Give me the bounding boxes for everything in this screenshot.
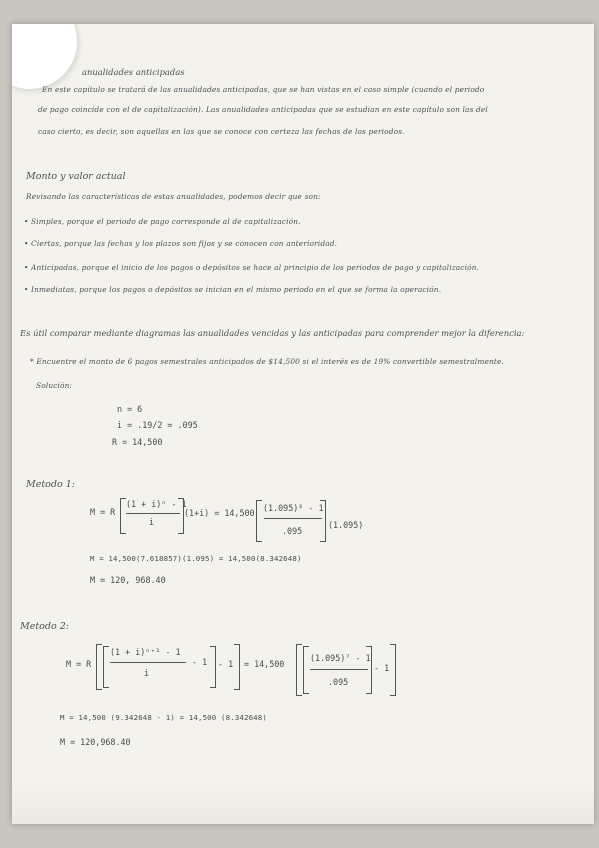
fraction-bar <box>126 513 180 514</box>
value-numerator: (1.095)⁶ - 1 <box>263 503 324 513</box>
intro-line-3: caso cierto, es decir, son aquellas en las que se conoce con certeza las fechas de los periodos. <box>38 127 405 136</box>
left-bracket <box>256 500 262 542</box>
fraction-bar <box>310 669 368 670</box>
minus-one: - 1 <box>374 663 390 673</box>
value-denominator: .095 <box>282 526 303 536</box>
bullet-dot-icon: • <box>24 285 32 294</box>
bullet-text: Simples, porque el periodo de pago corresponde al de capitalización. <box>31 217 301 226</box>
intro-line-1: En este capítulo se tratará de las anualidades anticipadas, que se han vistas en el caso simple (cuando el periodo <box>42 85 485 94</box>
given-r: R = 14,500 <box>112 437 163 447</box>
asterisk-icon: * <box>30 357 37 366</box>
notebook-page <box>12 24 594 824</box>
right-bracket <box>390 644 396 696</box>
fraction-bar <box>110 662 186 663</box>
left-bracket <box>296 644 302 696</box>
fraction-numerator: (1 + i)ⁿ - 1 <box>126 499 187 509</box>
left-bracket <box>103 646 109 688</box>
method-2-result-2: M = 120,968.40 <box>60 737 131 747</box>
right-bracket <box>320 500 326 542</box>
right-bracket <box>234 644 240 690</box>
right-bracket <box>210 646 216 688</box>
example-text: Encuentre el monto de 6 pagos semestrales anticipados de $14,500 si el interés es de 19% convertible semestralmente. <box>36 357 505 366</box>
given-i: i = .19/2 = .095 <box>117 420 198 430</box>
bullet-text: Anticipadas, porque el inicio de los pagos o depósitos se hace al principio de los periodos de pago y capitalización. <box>31 263 480 272</box>
formula-factor: (1+i) = 14,500 <box>184 508 255 518</box>
right-bracket <box>366 646 372 694</box>
given-n: n = 6 <box>117 404 143 414</box>
diagram-note: Es útil comparar mediante diagramas las anualidades vencidas y las anticipadas para comprender mejor la diferencia: <box>20 328 525 338</box>
method-2-label: Metodo 2: <box>20 621 69 632</box>
formula-tail: (1.095) <box>328 520 364 530</box>
bullet-item <box>24 264 479 271</box>
minus-one: - 1 <box>218 659 234 669</box>
left-bracket <box>96 644 102 690</box>
intro-line-2: de pago coincide con el de capitalización). Las anualidades anticipadas que se estudian en este capítulo son las del <box>38 105 488 114</box>
formula-lhs: M = R <box>90 507 116 517</box>
bullet-dot-icon: • <box>24 217 32 226</box>
bullet-dot-icon: • <box>24 263 32 272</box>
formula-lhs: M = R <box>66 659 92 669</box>
value-numerator: (1.095)⁷ - 1 <box>310 653 371 663</box>
bullet-item <box>24 286 441 293</box>
bullet-text: Inmediatas, porque los pagos o depósitos se inician en el mismo periodo en el que se forma la operación. <box>31 285 442 294</box>
section-heading: Monto y valor actual <box>26 171 126 182</box>
folded-paper-corner <box>12 24 77 89</box>
example-statement <box>30 358 504 365</box>
page-shadow <box>12 784 594 824</box>
minus-one: - 1 <box>192 657 208 667</box>
fraction-denominator: i <box>144 668 150 678</box>
section-lead: Revisando las características de estas anualidades, podemos decir que son: <box>26 192 321 201</box>
page-title: anualidades anticipadas <box>82 67 185 77</box>
bullet-item <box>24 218 301 225</box>
method-2-result-1: M = 14,500 (9.342648 - 1) = 14,500 (8.342648) <box>60 713 267 722</box>
fraction-numerator: (1 + i)ⁿ⁺¹ - 1 <box>110 647 181 657</box>
fraction-denominator: i <box>149 517 155 527</box>
left-bracket <box>303 646 309 694</box>
value-denominator: .095 <box>328 677 349 687</box>
bullet-dot-icon: • <box>24 239 32 248</box>
fraction-bar <box>264 518 322 519</box>
method-1-result-2: M = 120, 968.40 <box>90 575 166 585</box>
bullet-text: Ciertas, porque las fechas y los plazos son fijos y se conocen con anterioridad. <box>31 239 338 248</box>
bullet-item <box>24 240 337 247</box>
formula-eq: = 14,500 <box>244 659 285 669</box>
method-1-result-1: M = 14,500(7.618857)(1.095) = 14,500(8.342648) <box>90 554 302 563</box>
method-1-label: Metodo 1: <box>26 479 75 490</box>
solution-label: Solución: <box>36 381 73 390</box>
